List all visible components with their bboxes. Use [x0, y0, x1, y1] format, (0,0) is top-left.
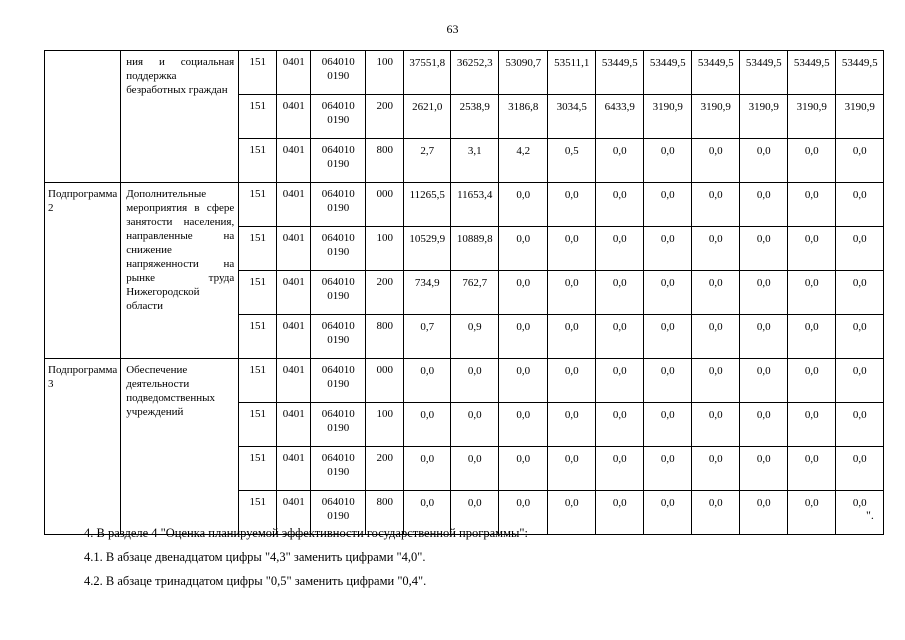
code-cell: 200 — [366, 95, 404, 139]
value-cell: 0,0 — [788, 271, 836, 315]
code-cell: 151 — [239, 403, 277, 447]
budget-table — [44, 50, 884, 535]
value-cell: 0,0 — [692, 491, 740, 535]
value-cell: 0,0 — [596, 359, 644, 403]
value-cell: 3186,8 — [499, 95, 548, 139]
code-cell: 064010 0190 — [311, 403, 366, 447]
code-cell: 151 — [239, 447, 277, 491]
value-cell: 0,0 — [740, 359, 788, 403]
value-cell: 0,0 — [548, 271, 596, 315]
value-cell: 53449,5 — [644, 51, 692, 95]
value-cell: 0,0 — [692, 227, 740, 271]
value-cell: 0,0 — [788, 359, 836, 403]
table-row — [45, 183, 884, 227]
value-cell: 0,0 — [499, 271, 548, 315]
code-cell: 064010 0190 — [311, 359, 366, 403]
value-cell: 0,0 — [644, 359, 692, 403]
code-cell: 151 — [239, 315, 277, 359]
code-cell: 064010 0190 — [311, 139, 366, 183]
value-cell: 0,0 — [788, 227, 836, 271]
value-cell: 0,0 — [740, 491, 788, 535]
value-cell: 53511,1 — [548, 51, 596, 95]
code-cell: 0401 — [277, 139, 311, 183]
code-cell: 064010 0190 — [311, 271, 366, 315]
table-row — [45, 359, 884, 403]
value-cell: 0,0 — [548, 227, 596, 271]
value-cell: 53449,5 — [596, 51, 644, 95]
value-cell: 0,0 — [692, 447, 740, 491]
code-cell: 151 — [239, 491, 277, 535]
value-cell: 0,0 — [740, 447, 788, 491]
code-cell: 064010 0190 — [311, 51, 366, 95]
value-cell: 0,0 — [788, 491, 836, 535]
value-cell: 53449,5 — [788, 51, 836, 95]
value-cell: 0,0 — [596, 139, 644, 183]
value-cell: 0,0 — [836, 183, 884, 227]
code-cell: 151 — [239, 139, 277, 183]
code-cell: 0401 — [277, 491, 311, 535]
value-cell: 0,0 — [740, 315, 788, 359]
code-cell: 0401 — [277, 447, 311, 491]
value-cell: 0,0 — [596, 227, 644, 271]
subprogram-cell: Подпрограмма 3 — [45, 359, 121, 535]
value-cell: 0,0 — [548, 359, 596, 403]
code-cell: 064010 0190 — [311, 183, 366, 227]
value-cell: 0,0 — [740, 227, 788, 271]
value-cell: 0,0 — [404, 359, 451, 403]
value-cell: 10529,9 — [404, 227, 451, 271]
value-cell: 0,0 — [788, 447, 836, 491]
subprogram-cell: Подпрограмма 2 — [45, 183, 121, 359]
code-cell: 100 — [366, 51, 404, 95]
paragraph-4-2: 4.2. В абзаце тринадцатом цифры "0,5" заменить цифрами "0,4". — [84, 574, 427, 588]
code-cell: 151 — [239, 51, 277, 95]
value-cell: 0,0 — [836, 139, 884, 183]
code-cell: 0401 — [277, 183, 311, 227]
value-cell: 2621,0 — [404, 95, 451, 139]
code-cell: 064010 0190 — [311, 491, 366, 535]
value-cell: 0,0 — [596, 447, 644, 491]
subprogram-description-cell: Дополнительные мероприятия в сфере занятости населения, направленные на снижение напряженности на рынке труда Нижегородской области — [121, 183, 239, 359]
code-cell: 0401 — [277, 315, 311, 359]
value-cell: 0,0 — [644, 315, 692, 359]
code-cell: 0401 — [277, 227, 311, 271]
value-cell: 2,7 — [404, 139, 451, 183]
value-cell: 10889,8 — [451, 227, 499, 271]
code-cell: 200 — [366, 271, 404, 315]
value-cell: 0,0 — [596, 491, 644, 535]
value-cell: 0,0 — [740, 139, 788, 183]
value-cell: 0,9 — [451, 315, 499, 359]
value-cell: 0,0 — [644, 183, 692, 227]
value-cell: 0,0 — [788, 139, 836, 183]
table-row — [45, 51, 884, 95]
code-cell: 0401 — [277, 359, 311, 403]
value-cell: 0,0 — [836, 315, 884, 359]
value-cell: 0,0 — [548, 447, 596, 491]
value-cell: 3190,9 — [836, 95, 884, 139]
value-cell: 53449,5 — [836, 51, 884, 95]
code-cell: 151 — [239, 227, 277, 271]
value-cell: 0,0 — [788, 403, 836, 447]
value-cell: 0,0 — [596, 403, 644, 447]
value-cell: 0,0 — [644, 491, 692, 535]
value-cell: 0,5 — [548, 139, 596, 183]
code-cell: 000 — [366, 183, 404, 227]
value-cell: 0,0 — [692, 359, 740, 403]
value-cell: 0,0 — [692, 183, 740, 227]
code-cell: 000 — [366, 359, 404, 403]
value-cell: 4,2 — [499, 139, 548, 183]
value-cell: 0,0 — [499, 447, 548, 491]
code-cell: 064010 0190 — [311, 315, 366, 359]
value-cell: 0,0 — [499, 227, 548, 271]
value-cell: 0,0 — [692, 139, 740, 183]
code-cell: 800 — [366, 139, 404, 183]
code-cell: 151 — [239, 359, 277, 403]
value-cell: 0,0 — [404, 403, 451, 447]
code-cell: 064010 0190 — [311, 447, 366, 491]
value-cell: 0,0 — [596, 271, 644, 315]
code-cell: 800 — [366, 491, 404, 535]
value-cell: 0,0 — [740, 271, 788, 315]
value-cell: 37551,8 — [404, 51, 451, 95]
value-cell: 0,0 — [499, 403, 548, 447]
code-cell: 064010 0190 — [311, 227, 366, 271]
code-cell: 0401 — [277, 51, 311, 95]
value-cell: 0,0 — [451, 403, 499, 447]
value-cell: 0,7 — [404, 315, 451, 359]
value-cell: 53449,5 — [740, 51, 788, 95]
value-cell: 0,0 — [644, 139, 692, 183]
value-cell: 0,0 — [692, 315, 740, 359]
subprogram-description-cell: Обеспечение деятельности подведомственных учреждений — [121, 359, 239, 535]
value-cell: 6433,9 — [596, 95, 644, 139]
value-cell: 3190,9 — [788, 95, 836, 139]
code-cell: 200 — [366, 447, 404, 491]
code-cell: 100 — [366, 227, 404, 271]
value-cell: 0,0 — [644, 271, 692, 315]
value-cell: 0,0 — [548, 403, 596, 447]
code-cell: 0401 — [277, 95, 311, 139]
value-cell: 0,0 — [451, 359, 499, 403]
value-cell: 734,9 — [404, 271, 451, 315]
value-cell: 0,0 — [836, 227, 884, 271]
value-cell: 0,0 — [499, 359, 548, 403]
value-cell: 3190,9 — [692, 95, 740, 139]
value-cell: 2538,9 — [451, 95, 499, 139]
code-cell: 0401 — [277, 403, 311, 447]
value-cell: 0,0 — [644, 403, 692, 447]
value-cell: 3034,5 — [548, 95, 596, 139]
value-cell: 0,0 — [404, 491, 451, 535]
value-cell: 3190,9 — [740, 95, 788, 139]
code-cell: 100 — [366, 403, 404, 447]
code-cell: 151 — [239, 271, 277, 315]
code-cell: 151 — [239, 95, 277, 139]
code-cell: 151 — [239, 183, 277, 227]
value-cell: 0,0 — [548, 315, 596, 359]
value-cell: 0,0 — [788, 315, 836, 359]
value-cell: 0,0 — [788, 183, 836, 227]
value-cell: 0,0 — [451, 447, 499, 491]
value-cell: 762,7 — [451, 271, 499, 315]
value-cell: 0,0 — [548, 183, 596, 227]
value-cell: 0,0 — [499, 315, 548, 359]
value-cell: 0,0 — [499, 183, 548, 227]
value-cell: 0,0 — [836, 359, 884, 403]
value-cell: 0,0 — [499, 491, 548, 535]
table-body — [45, 51, 884, 535]
value-cell: 11653,4 — [451, 183, 499, 227]
value-cell: 0,0 — [596, 315, 644, 359]
value-cell: 0,0 — [836, 447, 884, 491]
value-cell: 0,0 — [836, 491, 884, 535]
value-cell: 0,0 — [836, 403, 884, 447]
value-cell: 0,0 — [692, 403, 740, 447]
value-cell: 0,0 — [451, 491, 499, 535]
value-cell: 0,0 — [548, 491, 596, 535]
value-cell: 0,0 — [644, 447, 692, 491]
value-cell: 11265,5 — [404, 183, 451, 227]
paragraph-section-4: 4. В разделе 4 "Оценка планируемой эффективности государственной программы": — [84, 526, 528, 540]
subprogram-cell — [45, 51, 121, 183]
value-cell: 0,0 — [692, 271, 740, 315]
value-cell: 0,0 — [740, 183, 788, 227]
code-cell: 064010 0190 — [311, 95, 366, 139]
closing-quote-mark: ". — [866, 508, 874, 522]
value-cell: 0,0 — [596, 183, 644, 227]
value-cell: 3190,9 — [644, 95, 692, 139]
code-cell: 0401 — [277, 271, 311, 315]
value-cell: 0,0 — [836, 271, 884, 315]
page-number: 63 — [446, 22, 459, 36]
value-cell: 0,0 — [404, 447, 451, 491]
subprogram-description-cell: ния и социальная поддержка безработных граждан — [121, 51, 239, 183]
value-cell: 0,0 — [740, 403, 788, 447]
value-cell: 36252,3 — [451, 51, 499, 95]
paragraph-4-1: 4.1. В абзаце двенадцатом цифры "4,3" заменить цифрами "4,0". — [84, 550, 426, 564]
value-cell: 53090,7 — [499, 51, 548, 95]
code-cell: 800 — [366, 315, 404, 359]
value-cell: 0,0 — [644, 227, 692, 271]
value-cell: 3,1 — [451, 139, 499, 183]
value-cell: 53449,5 — [692, 51, 740, 95]
